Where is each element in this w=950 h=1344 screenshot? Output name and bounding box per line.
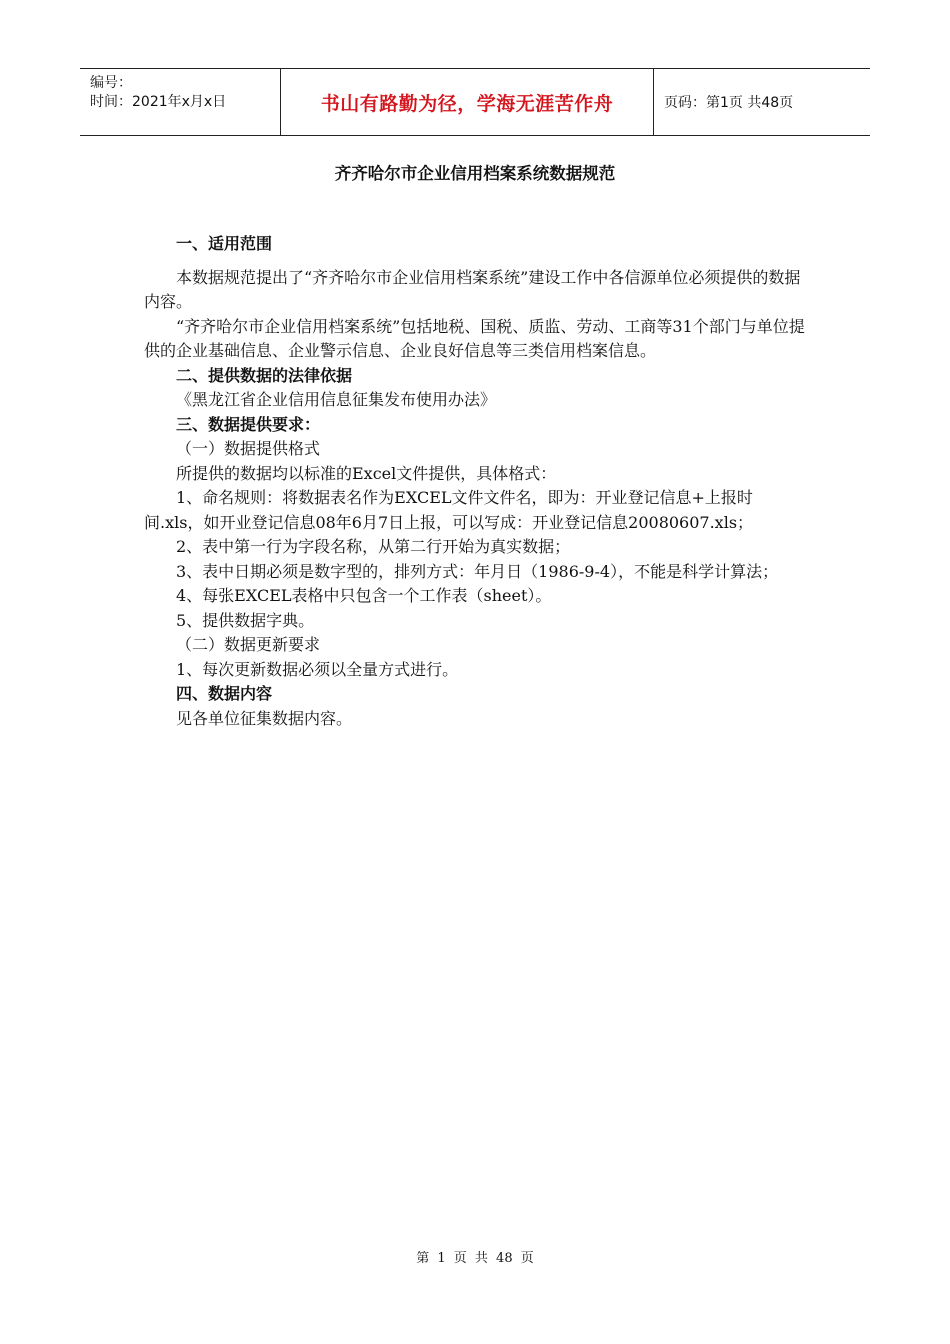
paragraph: 见各单位征集数据内容。 (176, 708, 353, 728)
paragraph: “齐齐哈尔市企业信用档案系统”包括地税、国税、质监、劳动、工商等31个部门与单位提供的企业基础信息、企业警示信息、企业良好信息等三类信用档案信息。 (144, 316, 805, 360)
paragraph: 本数据规范提出了“齐齐哈尔市企业信用档案系统”建设工作中各信源单位必须提供的数据内容。 (144, 267, 801, 311)
subsection-heading: （一）数据提供格式 (176, 439, 321, 458)
section-heading: 三、数据提供要求： (176, 414, 321, 434)
document-title: 齐齐哈尔市企业信用档案系统数据规范 (334, 164, 616, 183)
paragraph: 所提供的数据均以标准的Excel文件提供，具体格式： (176, 463, 557, 483)
paragraph: 《黑龙江省企业信用信息征集发布使用办法》 (176, 390, 497, 409)
header-page-cell (654, 69, 870, 135)
list-item: 1、命名规则：将数据表名作为EXCEL文件文件名，即为：开业登记信息+上报时间.xls，如开业登记信息08年6月7日上报，可以写成：开业登记信息20080607.xls； (144, 488, 754, 532)
header-motto-cell (281, 69, 654, 135)
document-date-label: 时间：2021年x月x日 (90, 94, 227, 110)
header-info-cell (80, 69, 281, 135)
list-item: 5、提供数据字典。 (176, 610, 315, 630)
section-heading: 二、提供数据的法律依据 (176, 365, 353, 385)
list-item: 4、每张EXCEL表格中只包含一个工作表（sheet）。 (176, 586, 552, 605)
list-item: 1、每次更新数据必须以全量方式进行。 (176, 659, 459, 679)
section-heading: 四、数据内容 (176, 684, 273, 703)
list-item: 2、表中第一行为字段名称，从第二行开始为真实数据； (176, 537, 571, 556)
document-number-label: 编号： (90, 75, 132, 91)
page-footer: 第 1 页 共 48 页 (416, 1251, 534, 1266)
list-item: 3、表中日期必须是数字型的，排列方式：年月日（1986-9-4），不能是科学计算法； (176, 561, 779, 581)
page-header (80, 68, 870, 136)
subsection-heading: （二）数据更新要求 (176, 635, 321, 654)
document-body (144, 232, 809, 731)
section-heading: 一、适用范围 (176, 234, 273, 253)
header-page-label: 页码：第1页 共48页 (664, 95, 794, 111)
header-motto: 书山有路勤为径，学海无涯苦作舟 (320, 92, 614, 115)
